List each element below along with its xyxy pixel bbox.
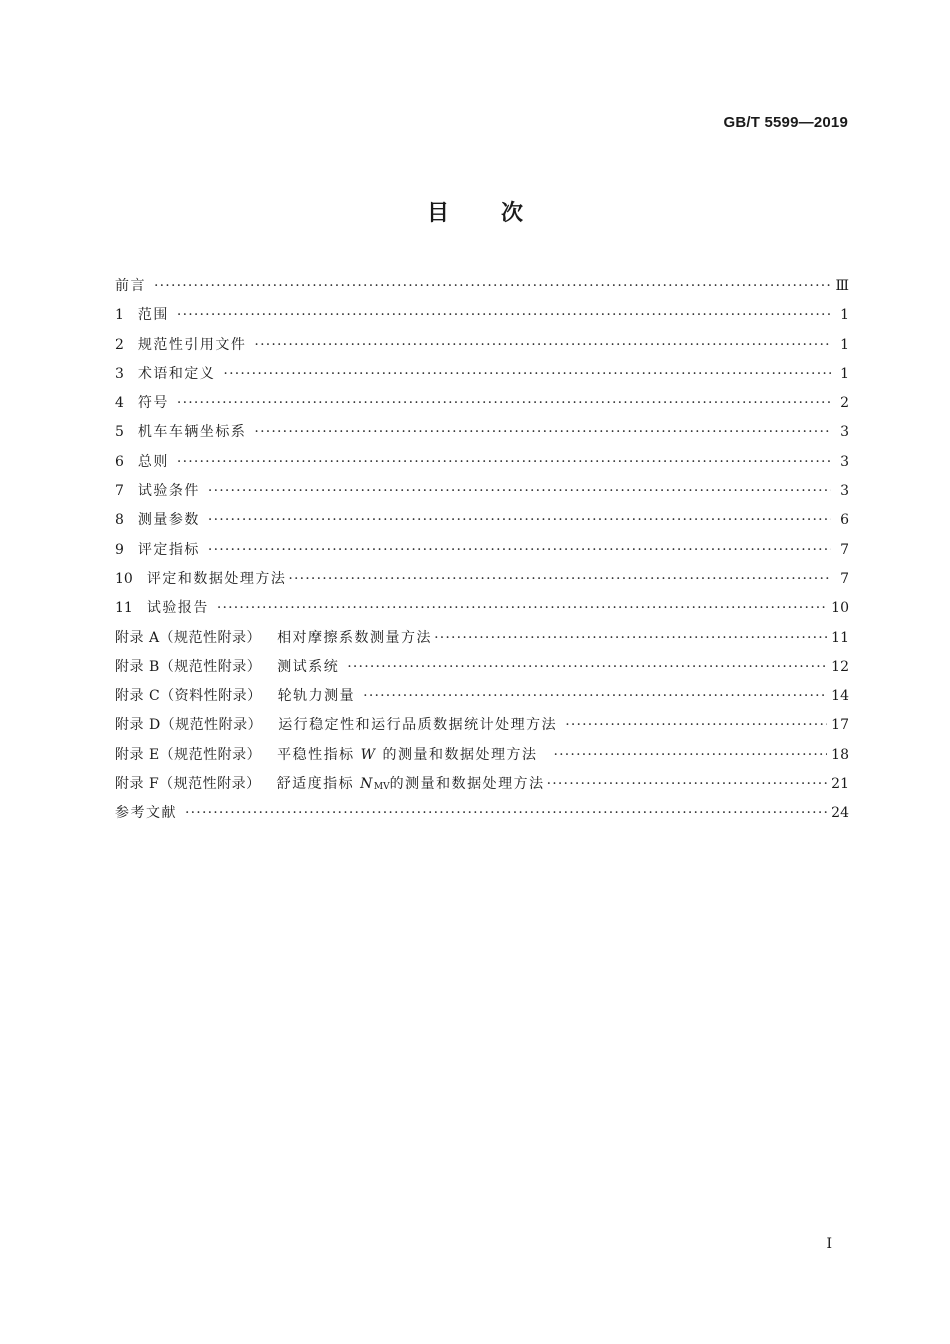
toc-entry-references[interactable] [115, 799, 849, 828]
toc-entry-page: 7 [840, 570, 849, 587]
dot-leader [208, 506, 831, 535]
toc-entry-number: 5 [115, 424, 124, 441]
toc-entry-title-part: 舒适度指标 [276, 776, 355, 793]
toc-entry-number: 6 [115, 453, 124, 470]
toc-entry-number: 3 [115, 365, 124, 382]
toc-entry-foreword[interactable] [115, 272, 849, 301]
toc-entry-annex-c[interactable] [115, 682, 849, 711]
toc-entry-annex-b[interactable] [115, 653, 849, 682]
toc-title: 目次 [426, 201, 575, 226]
toc-entry-page: 3 [840, 424, 849, 441]
toc-entry-title: 相对摩擦系数测量方法 [277, 629, 433, 646]
toc-entry-page: 2 [840, 395, 849, 412]
toc-entry-annex-f[interactable] [115, 770, 849, 799]
annex-label: 附录 B（规范性附录） [115, 658, 262, 675]
dot-leader [154, 272, 831, 301]
table-of-contents [115, 272, 849, 829]
toc-entry-3[interactable] [115, 360, 849, 389]
toc-entry-page: 7 [840, 541, 849, 558]
toc-entry-7[interactable] [115, 477, 849, 506]
toc-entry-10[interactable] [115, 565, 849, 594]
toc-entry-2[interactable] [115, 331, 849, 360]
toc-entry-title: 参考文献 [115, 805, 177, 822]
toc-entry-4[interactable] [115, 389, 849, 418]
dot-leader [177, 301, 831, 330]
toc-entry-page: 18 [831, 746, 849, 763]
symbol-subscript: MV [373, 782, 390, 793]
toc-entry-title: 试验条件 [137, 483, 200, 500]
toc-entry-title: 总则 [137, 453, 169, 470]
toc-entry-9[interactable] [115, 536, 849, 565]
toc-entry-number: 1 [115, 307, 124, 324]
dot-leader [254, 331, 831, 360]
toc-entry-page: 21 [831, 776, 849, 793]
dot-leader [185, 799, 827, 828]
page-number: I [826, 1236, 832, 1252]
toc-entry-number: 4 [115, 395, 124, 412]
annex-label: 附录 A（规范性附录） [115, 629, 262, 646]
toc-entry-number: 7 [115, 483, 124, 500]
toc-entry-title: 评定和数据处理方法 [146, 570, 287, 587]
toc-entry-6[interactable] [115, 448, 849, 477]
toc-entry-title-part: 的测量和数据处理方法 [389, 776, 545, 793]
toc-entry-title: 规范性引用文件 [137, 336, 247, 353]
toc-entry-title: 符号 [137, 395, 169, 412]
dot-leader [223, 360, 831, 389]
toc-entry-number: 2 [115, 336, 124, 353]
toc-entry-title: 测量参数 [137, 512, 200, 529]
toc-entry-title-part: 平稳性指标 [277, 746, 355, 763]
dot-leader [547, 770, 828, 799]
toc-entry-8[interactable] [115, 506, 849, 535]
toc-entry-page: 12 [831, 658, 849, 675]
toc-entry-1[interactable] [115, 301, 849, 330]
dot-leader [347, 653, 827, 682]
dot-leader [434, 624, 827, 653]
toc-entry-page: 3 [840, 453, 849, 470]
toc-entry-page: 6 [840, 512, 849, 529]
annex-label: 附录 F（规范性附录） [115, 776, 261, 793]
toc-entry-page: 3 [840, 483, 849, 500]
toc-entry-annex-d[interactable] [115, 711, 849, 740]
toc-entry-number: 11 [115, 600, 133, 617]
toc-entry-title: 轮轨力测量 [277, 688, 356, 705]
toc-entry-number: 9 [115, 541, 124, 558]
toc-entry-title: 测试系统 [277, 658, 340, 675]
dot-leader [177, 389, 831, 418]
symbol-n: N [360, 776, 374, 793]
toc-entry-page: 17 [831, 717, 849, 734]
toc-entry-page: 14 [831, 688, 849, 705]
toc-entry-11[interactable] [115, 594, 849, 623]
standard-number: GB/T 5599—2019 [723, 114, 848, 131]
annex-label: 附录 C（资料性附录） [115, 688, 262, 705]
dot-leader [208, 536, 831, 565]
toc-entry-title: 试验报告 [146, 600, 209, 617]
toc-entry-annex-e[interactable] [115, 741, 849, 770]
toc-entry-title: 术语和定义 [137, 365, 216, 382]
annex-label: 附录 E（规范性附录） [115, 746, 262, 763]
toc-entry-title: 范围 [137, 307, 169, 324]
toc-entry-5[interactable] [115, 418, 849, 447]
dot-leader [217, 594, 827, 623]
toc-entry-title: 评定指标 [137, 541, 200, 558]
toc-entry-page: 1 [840, 365, 849, 382]
toc-entry-page: Ⅲ [835, 278, 849, 294]
toc-entry-number: 10 [115, 570, 133, 587]
toc-entry-title [277, 741, 537, 770]
toc-entry-number: 8 [115, 512, 124, 529]
symbol-w: W [360, 746, 377, 763]
dot-leader [553, 741, 827, 770]
toc-entry-page: 11 [831, 629, 849, 646]
dot-leader [177, 448, 831, 477]
toc-entry-page: 1 [840, 336, 849, 353]
toc-entry-page: 1 [840, 307, 849, 324]
dot-leader [363, 682, 827, 711]
toc-entry-annex-a[interactable] [115, 624, 849, 653]
toc-entry-title: 前言 [115, 278, 146, 294]
toc-entry-title [277, 770, 545, 802]
toc-entry-title: 机车车辆坐标系 [137, 424, 247, 441]
dot-leader [254, 418, 831, 447]
toc-entry-page: 10 [831, 600, 849, 617]
annex-label: 附录 D（规范性附录） [115, 717, 263, 734]
dot-leader [208, 477, 831, 506]
dot-leader [565, 711, 827, 740]
toc-entry-page: 24 [831, 805, 849, 822]
dot-leader [288, 565, 831, 594]
toc-entry-title: 运行稳定性和运行品质数据统计处理方法 [278, 717, 558, 734]
toc-entry-title-part: 的测量和数据处理方法 [382, 746, 538, 763]
